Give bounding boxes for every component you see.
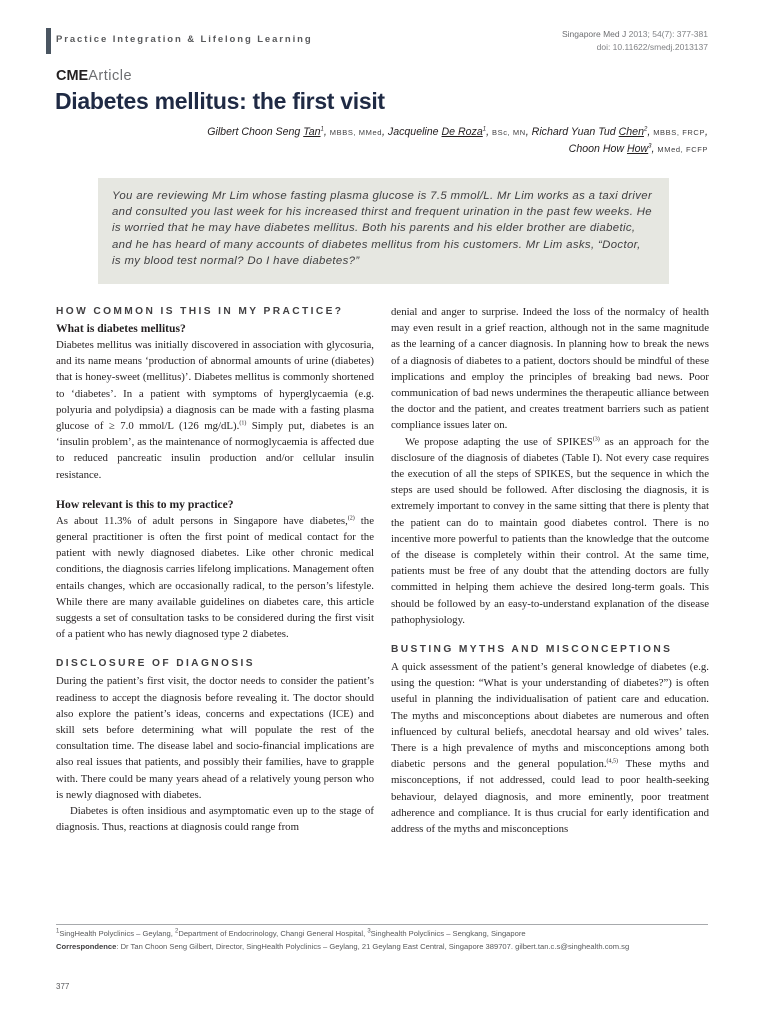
paragraph: Diabetes mellitus was initially discovered in association with glycosuria, and its name means ‘production of abnormal amounts of urine (diabetes) that is honey-sweet (mellitus)’. Diabetes mellitus is commonly shortened to ‘diabetes’. In a patient with symptoms of hyperglycaemia (e.g. polyuria and polydipsia) a diagnosis can be made with a fasting plasma glucose of ≥ 7.0 mmol/L (126 mg/dL).$^{(1)}$ Simply put, diabetes is an ‘insulin problem’, as the maintenance of normoglycaemia is affected due to reduced pancreatic insulin production and/or cellular insulin resistance. xyxy=(56,339,375,481)
paragraph: Diabetes is often insidious and asymptomatic even up to the stage of diagnosis. Thus, reactions at diagnosis could range from xyxy=(56,805,374,834)
doi: doi: 10.11622/smedj.2013137 xyxy=(596,42,708,52)
paragraph: A quick assessment of the patient’s general knowledge of diabetes (e.g. using the question: “What is your understanding of diabetes?”) is often useful in planning the individualisation of patient care and education. The myths and misconceptions about diabetes are numerous and often influenced by cultural beliefs, anecdotal hearsay and old wives’ tales. There is a high prevalence of myths and misconceptions among both diabetic persons and the general population.$^{(4,5)}$ These myths and misconceptions, if not addressed, could lead to poor health-seeking behaviour, delayed diagnosis, and more eminently, poor treatment adherence and compliance. It is thus crucial for early identification and address of the myths and misconceptions xyxy=(391,661,709,836)
correspondence-label: Correspondence xyxy=(56,941,117,951)
article-title: Diabetes mellitus: the first visit xyxy=(55,88,385,114)
section-heading: DISCLOSURE OF DIAGNOSIS xyxy=(56,658,255,670)
section-heading: HOW COMMON IS THIS IN MY PRACTICE? xyxy=(56,306,344,317)
article-type-bold: CME xyxy=(56,68,89,84)
citation-ref: (3) xyxy=(592,436,600,443)
author-degrees: MBBS, MMed xyxy=(329,128,383,137)
footnote-divider xyxy=(56,924,708,925)
paragraph: We propose adapting the use of SPIKES$^{(3)}$ as an approach for the disclosure of the diagnosis of diabetes (Table I). Not every case requires the execution of all the steps of SPIKES, but the sequence in which the steps are used should be followed. After disclosing the diagnosis, it is extremely important to convey in the same sitting that there is plenty that the patient can do to maintain good diabetes control. There is no incentive more powerful to patients than the knowledge that the outcome of the disease is completely within their control. At the same time, patients must be free of any doubt that the attending doctors are fully committed in helping them achieve the desired long-term goals. This should be followed by an easy-to-understand explanation of the disease pathophysiology. xyxy=(391,435,709,626)
subsection-heading: How relevant is this to my practice? xyxy=(56,497,234,511)
author-4: Choon How How$^3$, MMed, FCFP xyxy=(568,143,708,155)
left-column xyxy=(56,304,374,835)
correspondence-text: : Dr Tan Choon Seng Gilbert, Director, SingHealth Polyclinics – Geylang, 21 Geylang East Central, Singapore 389707. gilbert.tan.c.s@singhealth.com.sg xyxy=(116,941,630,951)
series-marker-bar xyxy=(46,28,51,54)
author-3: Richard Yuan Tud Chen$^2$, MBBS, FRCP, xyxy=(531,126,708,138)
journal-name: Singapore Med J xyxy=(561,29,627,39)
author-surname: De Roza xyxy=(441,126,483,138)
author-degrees: MBBS, FRCP xyxy=(653,128,706,137)
article-type-rest: Article xyxy=(88,68,133,84)
subsection-heading: What is diabetes mellitus? xyxy=(56,322,186,335)
author-surname: Chen xyxy=(618,126,644,138)
journal-citation: 2013; 54(7): 377-381 xyxy=(628,29,708,39)
paragraph: As about 11.3% of adult persons in Singapore have diabetes,$^{(2)}$ the general practitioner is often the first point of medical contact for the patient with newly diagnosed diabetes. Like other chronic medical conditions, the diagnosis carries lifelong implications. Management often entails changes, which are occasionally radical, to the person’s lifestyle. While there are many available guidelines on diabetes care, this article suggests a set of consultation tasks to be considered during the first visit of a patient who has newly diagnosed type 2 diabetes. xyxy=(56,514,375,641)
page-number: 377 xyxy=(56,982,70,991)
author-1: Gilbert Choon Seng Tan$^1$, MBBS, MMed, xyxy=(207,126,388,138)
affiliations-footnote xyxy=(56,928,708,953)
citation-ref: (1) xyxy=(239,420,247,427)
article-type xyxy=(56,68,132,84)
author-degrees: BSc, MN xyxy=(491,128,526,137)
author-surname: Tan xyxy=(303,126,321,138)
series-label: Practice Integration & Lifelong Learning xyxy=(56,34,313,45)
citation-ref: (2) xyxy=(347,515,355,522)
case-scenario-box xyxy=(98,178,669,284)
affiliations: $^1$SingHealth Polyclinics – Geylang, $^2$Department of Endocrinology, Changi General Hospital, $^3$Singhealth Polyclinics – Sengkang, Singapore xyxy=(56,928,526,938)
paragraph: During the patient’s first visit, the doctor needs to consider the patient’s readiness to accept the diagnosis before revealing it. The doctor should also explore the patient’s ideas, concerns and expectations (ICE) and skill sets before determining what will populate the rest of the consultation time. The disease label and socio-financial implications are also real issues that patients, and possibly their families, have to grapple with. There could be many years ahead of a relatively young person who is newly diagnosed with diabetes. xyxy=(56,675,374,801)
author-list xyxy=(100,124,708,158)
citation-ref: (4,5) xyxy=(606,758,619,765)
section-heading: BUSTING MYTHS AND MISCONCEPTIONS xyxy=(391,644,673,656)
author-2: Jacqueline De Roza$^1$, BSc, MN, xyxy=(387,126,532,138)
author-surname: How xyxy=(626,143,649,155)
case-scenario-text: You are reviewing Mr Lim whose fasting plasma glucose is 7.5 mmol/L. Mr Lim works as a taxi driver and consulted you last week for his increased thirst and frequent urination in the past few weeks. He is worried that he may have diabetes mellitus. Both his parents and his elder brother are diabetic, and he has heard of many accounts of diabetes mellitus from his customers. Mr Lim asks, “Doctor, is my blood test normal? Do I have diabetes?” xyxy=(112,190,653,267)
author-degrees: MMed, FCFP xyxy=(657,145,708,154)
correspondence xyxy=(56,941,708,954)
journal-citation-block xyxy=(562,28,708,54)
paragraph: denial and anger to surprise. Indeed the loss of the normalcy of health may even result in a grief reaction, although not in the same magnitude as the learning of a cancer diagnosis. In planning how to break the news of a diagnosis of diabetes to a patient, doctors should be mindful of these implications and employ the principles of breaking bad news. Poor communication of bad news undermines the therapeutic alliance between the doctor and the patient, and creates treatment barriers such as patient compliance issues later on. xyxy=(391,306,709,432)
right-column xyxy=(391,304,709,837)
